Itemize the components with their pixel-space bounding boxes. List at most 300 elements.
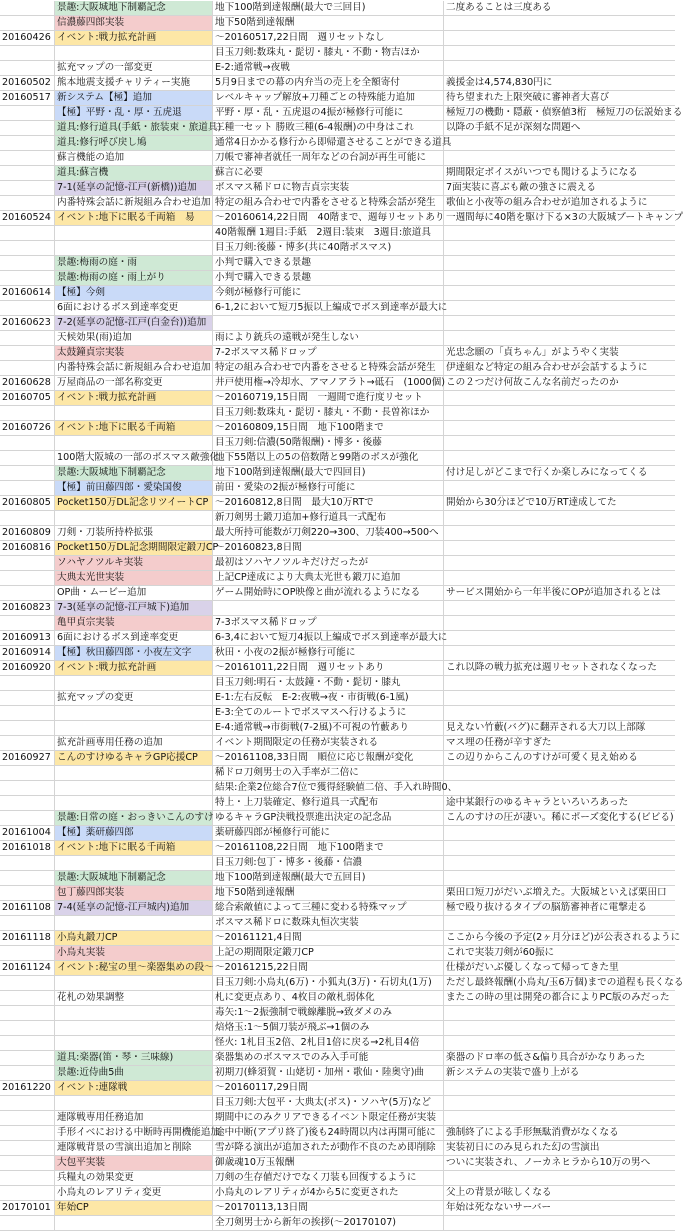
date-cell[interactable] [0,271,55,285]
note-cell[interactable] [444,616,675,630]
category-cell[interactable]: 景趣:大阪城地下制覇記念 [55,871,213,885]
detail-cell[interactable]: 〜20160812,8日間 最大10万RTで [213,496,444,510]
detail-cell[interactable]: 上記CP達成により大典太光世も鍛刀に追加 [213,571,444,585]
note-cell[interactable] [444,436,675,450]
note-cell[interactable]: 栗田口短刀がだいぶ増えた。大阪城といえば栗田口 [446,887,667,899]
date-cell[interactable] [0,1216,55,1230]
category-cell[interactable]: 景趣:梅雨の庭・雨 [55,256,213,270]
note-cell[interactable]: 待ち望まれた上限突破に審神者大喜び [446,92,610,104]
note-cell[interactable]: 義援金は4,574,830円に [446,77,553,89]
detail-cell[interactable]: 期間中にのみクリアできるイベント限定任務が実装 [213,1111,444,1125]
category-cell[interactable]: 拡充マップの一部変更 [55,61,213,75]
category-cell[interactable]: 連隊戦背景の雪演出追加と削除 [55,1141,213,1155]
detail-cell[interactable]: 〜20160117,29日間 [213,1081,444,1095]
detail-cell[interactable]: 薬研藤四郎が極修行可能に [213,826,444,840]
note-cell[interactable] [444,871,675,885]
category-cell[interactable]: イベント:戦力拡充計画 [55,391,213,405]
category-cell[interactable]: Pocket150万DL記念期間限定鍛刀CP [57,542,219,554]
date-cell[interactable] [0,1111,55,1125]
note-cell[interactable]: 極で殴り抜けるタイプの脳筋審神者に電撃走る [446,902,647,914]
note-cell[interactable]: 強制終了による手形無駄消費がなくなる [446,1127,619,1139]
note-cell[interactable] [444,1216,675,1230]
detail-cell[interactable]: 7-2ボスマス稀ドロップ [213,346,444,360]
category-cell[interactable]: 拡充計画専用任務の追加 [55,736,213,750]
detail-cell[interactable]: 途中中断(アプリ終了)後も24時間以内は再開可能に [213,1126,444,1140]
note-cell[interactable] [444,331,675,345]
detail-cell[interactable]: 6-3,4において短刀4振以上編成でボス到達率が最大に [215,632,448,644]
note-cell[interactable] [444,151,675,165]
category-cell[interactable]: 蘇言機能の追加 [55,151,213,165]
note-cell[interactable]: ここから今後の予定(2ヶ月分ほど)が公表されるように [446,932,681,944]
date-cell[interactable]: 20161108 [0,901,55,915]
date-cell[interactable]: 20160524 [0,211,55,225]
note-cell[interactable]: 年始は死なないサーバー [446,1202,552,1214]
detail-cell[interactable]: 焙烙玉:1〜5個刀装が飛ぶ→1個のみ [213,1021,444,1035]
note-cell[interactable]: 楽器のドロ率の低さ&偏り具合がかなりあった [446,1052,646,1064]
note-cell[interactable] [444,571,675,585]
category-cell[interactable]: 拡充マップの変更 [55,691,213,705]
date-cell[interactable] [0,121,55,135]
detail-cell[interactable]: 雨により銃兵の遠戦が発生しない [213,331,444,345]
detail-cell[interactable] [213,316,444,330]
category-cell[interactable]: 小烏丸実装 [55,946,213,960]
note-cell[interactable]: またこの時の里は開発の都合によりPC版のみだった [446,992,670,1004]
note-cell[interactable] [444,511,675,525]
category-cell[interactable]: 【極】前田藤四郎・愛染国俊 [55,481,213,495]
note-cell[interactable] [444,1036,675,1050]
note-cell[interactable] [444,1111,675,1125]
category-cell[interactable] [55,1006,213,1020]
category-cell[interactable] [55,916,213,930]
detail-cell[interactable]: イベント期間限定の任務が実装される [213,736,444,750]
date-cell[interactable] [0,1021,55,1035]
category-cell[interactable]: 連隊戦専用任務追加 [55,1111,213,1125]
date-cell[interactable] [0,691,55,705]
date-cell[interactable] [0,586,55,600]
date-cell[interactable] [0,811,55,825]
detail-cell[interactable]: 初期刀(蜂須賀・山姥切・加州・歌仙・陸奥守)曲 [213,1066,444,1080]
category-cell[interactable]: ソハヤノツルキ実装 [55,556,213,570]
date-cell[interactable] [0,1171,55,1185]
detail-cell[interactable]: 〜20161108,33日間 順位に応じ報酬が変化 [213,751,444,765]
date-cell[interactable]: 20160809 [0,526,55,540]
note-cell[interactable]: 新システムの実装で盛り上がる [446,1067,580,1079]
category-cell[interactable] [55,706,213,720]
note-cell[interactable]: 見えない竹藪(バグ)に翻弄される大刀以上部隊 [446,722,646,734]
note-cell[interactable]: 極短刀の機動・隠蔽・偵察値3桁 極短刀の伝説始まる [446,107,683,119]
note-cell[interactable]: 仕様がだいぶ優しくなって帰ってきた里 [446,962,619,974]
note-cell[interactable]: こんのすけの圧が凄い。稀にポーズ変化する(ビビる) [446,812,674,824]
category-cell[interactable] [55,856,213,870]
date-cell[interactable]: 20170101 [0,1201,55,1215]
detail-cell[interactable]: 〜20160517,22日間 週リセットなし [213,31,444,45]
note-cell[interactable] [444,631,675,645]
category-cell[interactable]: 【極】薬研藤四郎 [55,826,213,840]
date-cell[interactable] [0,781,55,795]
detail-cell[interactable]: 目玉刀剣:数珠丸・髭切・膝丸・不動・物吉ほか [213,46,444,60]
detail-cell[interactable]: ゆるキャラGP決戦投票進出決定の記念品 [213,811,444,825]
category-cell[interactable]: 兵糧丸の効果変更 [55,1171,213,1185]
detail-cell[interactable]: 小判で購入できる景趣 [213,271,444,285]
category-cell[interactable]: 太鼓鐘貞宗実装 [55,346,213,360]
category-cell[interactable]: 万屋商品の一部名称変更 [55,376,213,390]
detail-cell[interactable]: 特上・上刀装確定、修行道具一式配布 [213,796,444,810]
date-cell[interactable] [0,991,55,1005]
date-cell[interactable] [0,736,55,750]
detail-cell[interactable]: 結果:企業2位総合7位で獲得経験値二倍、手入れ時間0、 [215,782,458,794]
detail-cell[interactable]: 目玉刀剣:包丁・博多・後藤・信濃 [213,856,444,870]
category-cell[interactable]: 景趣:日常の庭・おっきいこんのすけ [57,812,214,824]
date-cell[interactable]: 20160628 [0,376,55,390]
note-cell[interactable] [444,31,675,45]
note-cell[interactable]: 実装初日にのみ見られた幻の雪演出 [446,1142,600,1154]
category-cell[interactable]: 100階大阪城の一部のボスマス敵強化 [57,452,220,464]
detail-cell[interactable]: 三種一セット 勝敗三種(6-4報酬)の中身はこれ [213,121,444,135]
detail-cell[interactable]: 新刀剣男士鍛刀追加+修行道具一式配布 [213,511,444,525]
date-cell[interactable] [0,1186,55,1200]
date-cell[interactable] [0,406,55,420]
category-cell[interactable]: イベント:秘宝の里〜楽器集めの段〜 [57,962,214,974]
date-cell[interactable]: 20160623 [0,316,55,330]
category-cell[interactable]: 景趣:梅雨の庭・雨上がり [55,271,213,285]
detail-cell[interactable]: ボスマス稀ドロに物吉貞宗実装 [213,181,444,195]
date-cell[interactable] [0,331,55,345]
date-cell[interactable] [0,106,55,120]
detail-cell[interactable]: 地下100階到達報酬(最大で四回目) [213,466,444,480]
detail-cell[interactable]: E-2:通常戦→夜戦 [213,61,444,75]
date-cell[interactable]: 20160517 [0,91,55,105]
date-cell[interactable] [0,571,55,585]
category-cell[interactable]: 【極】今剣 [55,286,213,300]
category-cell[interactable]: 6面におけるボス到達率変更 [55,631,213,645]
detail-cell[interactable]: 特定の組み合わせで内番をさせると特殊会話が発生 [213,196,444,210]
note-cell[interactable] [444,1081,675,1095]
note-cell[interactable] [444,856,675,870]
category-cell[interactable] [55,721,213,735]
note-cell[interactable]: 7面実装に喜ぶも敵の強さに震える [446,182,597,194]
detail-cell[interactable]: 目玉刀剣:小烏丸(6万)・小狐丸(3万)・石切丸(1万) [213,976,444,990]
detail-cell[interactable]: 5月9日までの幕の内弁当の売上を全額寄付 [213,76,444,90]
detail-cell[interactable]: 40階報酬 1週目:手紙 2週目:装束 3週目:旅道具 [213,226,444,240]
category-cell[interactable]: 道具:楽器(笛・琴・三味線) [55,1051,213,1065]
note-cell[interactable] [444,256,675,270]
date-cell[interactable]: 20160816 [0,541,55,555]
category-cell[interactable]: Pocket150万DL記念リツイートCP [55,496,213,510]
note-cell[interactable]: これ以降の戦力拡充は週リセットされなくなった [446,662,657,674]
date-cell[interactable] [0,181,55,195]
detail-cell[interactable]: 上記の期間限定鍛刀CP [213,946,444,960]
date-cell[interactable] [0,301,55,315]
date-cell[interactable] [0,1126,55,1140]
category-cell[interactable] [55,1096,213,1110]
category-cell[interactable]: イベント:地下に眠る千両箱 易 [55,211,213,225]
category-cell[interactable]: 年始CP [55,1201,213,1215]
date-cell[interactable] [0,796,55,810]
note-cell[interactable] [444,1171,675,1185]
detail-cell[interactable]: E-1:左右反転 E-2:夜戦→夜・市街戦(6-1風) [213,691,444,705]
note-cell[interactable]: 伊達組など特定の組み合わせが会話するように [446,362,648,374]
note-cell[interactable] [444,271,675,285]
note-cell[interactable] [444,316,675,330]
detail-cell[interactable] [213,601,444,615]
detail-cell[interactable]: 小判で購入できる景趣 [213,256,444,270]
date-cell[interactable]: 20160927 [0,751,55,765]
category-cell[interactable]: 天候効果(雨)追加 [55,331,213,345]
date-cell[interactable] [0,1036,55,1050]
detail-cell[interactable]: 全刀剣男士から新年の挨拶(〜20170107) [213,1216,444,1230]
date-cell[interactable] [0,1096,55,1110]
category-cell[interactable] [55,241,213,255]
date-cell[interactable] [0,451,55,465]
category-cell[interactable]: 7-1(延享の記憶-江戸(新橋))追加 [55,181,213,195]
detail-cell[interactable]: 平野・厚・乱・五虎退の4振が極修行可能に [213,106,444,120]
detail-cell[interactable]: 目玉刀剣:数珠丸・髭切・膝丸・不動・長曽祢ほか [213,406,444,420]
detail-cell[interactable]: 総合索敵値によって三種に変わる特殊マップ [213,901,444,915]
date-cell[interactable] [0,346,55,360]
category-cell[interactable]: 道具:修行呼び戻し鳩 [55,136,213,150]
detail-cell[interactable]: 最大所持可能数が刀剣220→300、刀装400→500へ [213,526,444,540]
date-cell[interactable] [0,241,55,255]
detail-cell[interactable]: 刀帳で審神者就任一周年などの台詞が再生可能に [213,151,444,165]
date-cell[interactable] [0,1051,55,1065]
category-cell[interactable] [55,976,213,990]
category-cell[interactable]: 包丁藤四郎実装 [55,886,213,900]
detail-cell[interactable]: 7-3ボスマス稀ドロップ [213,616,444,630]
category-cell[interactable]: 7-4(延享の記憶-江戸城内)追加 [55,901,213,915]
note-cell[interactable] [444,691,675,705]
date-cell[interactable]: 20161004 [0,826,55,840]
note-cell[interactable]: 光忠念願の「貞ちゃん」がようやく実装 [446,347,619,359]
detail-cell[interactable]: レベルキャップ解放+刀種ごとの特殊能力追加 [213,91,444,105]
date-cell[interactable]: 20160705 [0,391,55,405]
category-cell[interactable]: 小烏丸鍛刀CP [55,931,213,945]
category-cell[interactable]: 熊本地震支援チャリティー実施 [55,76,213,90]
category-cell[interactable]: OP曲・ムービー追加 [55,586,213,600]
note-cell[interactable] [444,406,675,420]
date-cell[interactable]: 20160502 [0,76,55,90]
date-cell[interactable] [0,976,55,990]
note-cell[interactable] [444,706,675,720]
category-cell[interactable]: 手形イベにおける中断時再開機能追加 [57,1127,221,1139]
note-cell[interactable]: 二度あることは三度ある [446,2,552,14]
category-cell[interactable]: 景趣:大阪城地下制覇記念 [55,466,213,480]
detail-cell[interactable]: 〜20160809,15日間 地下100階まで [213,421,444,435]
note-cell[interactable] [444,541,675,555]
note-cell[interactable] [444,16,675,30]
note-cell[interactable] [444,826,675,840]
category-cell[interactable]: 亀甲貞宗実装 [55,616,213,630]
date-cell[interactable] [0,706,55,720]
detail-cell[interactable]: 目玉刀剣:明石・太鼓鐘・不動・髭切・膝丸 [213,676,444,690]
detail-cell[interactable]: E-3:全てのルートでボスマスへ行けるように [213,706,444,720]
note-cell[interactable]: 期間限定ボイスがいつでも聞けるようになる [446,167,638,179]
detail-cell[interactable]: 楽器集めのボスマスでのみ入手可能 [213,1051,444,1065]
note-cell[interactable]: ただし最終報酬(小烏丸/玉6万個)までの道程も長くなる [446,977,683,989]
note-cell[interactable] [444,451,675,465]
detail-cell[interactable]: 雪が降る演出が追加されたが動作不良のため即削除 [213,1141,444,1155]
note-cell[interactable] [444,421,675,435]
note-cell[interactable] [444,481,675,495]
date-cell[interactable] [0,886,55,900]
category-cell[interactable] [55,406,213,420]
date-cell[interactable] [0,226,55,240]
date-cell[interactable] [0,616,55,630]
date-cell[interactable] [0,871,55,885]
detail-cell[interactable]: 目玉刀剣:後藤・博多(共に40階ボスマス) [213,241,444,255]
category-cell[interactable]: 花札の効果調整 [55,991,213,1005]
category-cell[interactable] [55,1036,213,1050]
detail-cell[interactable]: 小烏丸のレアリティが4から5に変更された [213,1186,444,1200]
category-cell[interactable] [55,226,213,240]
detail-cell[interactable]: 通常4日かかる修行から即帰還させることができる道具 [215,137,452,149]
category-cell[interactable] [55,676,213,690]
note-cell[interactable] [444,841,675,855]
detail-cell[interactable]: 〜20161108,22日間 地下100階まで [213,841,444,855]
note-cell[interactable]: マス埋の任務が辛すぎた [446,737,552,749]
note-cell[interactable] [444,1096,675,1110]
detail-cell[interactable]: 井戸使用権→冷却水、アマノアラト→砥石 (1000個) [215,377,445,389]
note-cell[interactable] [444,46,675,60]
date-cell[interactable] [0,481,55,495]
category-cell[interactable] [55,781,213,795]
date-cell[interactable] [0,136,55,150]
note-cell[interactable]: 一週間毎に40階を駆け下る×3の大阪城ブートキャンプ [446,212,683,224]
category-cell[interactable]: 小烏丸のレアリティ変更 [55,1186,213,1200]
detail-cell[interactable]: 〜20170113,13日間 [213,1201,444,1215]
category-cell[interactable]: こんのすけゆるキャラGP応援CP [55,751,213,765]
detail-cell[interactable]: 怪火: 1札目玉2倍、2札目1倍に戻る→2札目4倍 [213,1036,444,1050]
detail-cell[interactable]: 〜20160823,8日間 [213,541,444,555]
date-cell[interactable]: 20161118 [0,931,55,945]
date-cell[interactable] [0,721,55,735]
category-cell[interactable]: イベント:地下に眠る千両箱 [55,841,213,855]
date-cell[interactable]: 20160913 [0,631,55,645]
category-cell[interactable]: 7-3(延享の記憶-江戸城下)追加 [55,601,213,615]
detail-cell[interactable]: 地下100階到達報酬(最大で三回目) [213,1,444,15]
date-cell[interactable] [0,1,55,15]
note-cell[interactable] [444,781,675,795]
note-cell[interactable]: 歌仙と小夜等の組み合わせが追加されるように [446,197,648,209]
category-cell[interactable]: 内番特殊会話に新規組み合わせ追加 [55,196,213,210]
note-cell[interactable]: 途中某銀行のゆるキャラといろいろあった [446,797,629,809]
date-cell[interactable] [0,556,55,570]
category-cell[interactable]: 道具:蘇言機 [55,166,213,180]
category-cell[interactable]: 大典太光世実装 [55,571,213,585]
note-cell[interactable] [444,526,675,540]
category-cell[interactable] [55,1021,213,1035]
date-cell[interactable]: 20160805 [0,496,55,510]
date-cell[interactable] [0,766,55,780]
note-cell[interactable] [444,136,675,150]
category-cell[interactable]: 景趣:大阪城地下制覇記念 [55,1,213,15]
detail-cell[interactable]: 今剣が極修行可能に [213,286,444,300]
detail-cell[interactable]: 〜20160719,15日間 一週間で進行度リセット [213,391,444,405]
date-cell[interactable] [0,1006,55,1020]
date-cell[interactable]: 20160726 [0,421,55,435]
date-cell[interactable] [0,151,55,165]
note-cell[interactable]: 父上の背景が眩しくなる [446,1187,552,1199]
detail-cell[interactable]: 秋田・小夜の2振が極修行可能に [213,646,444,660]
date-cell[interactable] [0,361,55,375]
date-cell[interactable] [0,166,55,180]
date-cell[interactable] [0,676,55,690]
category-cell[interactable]: 景趣:近侍曲5曲 [55,1066,213,1080]
detail-cell[interactable]: 地下100階到達報酬(最大で五回目) [213,871,444,885]
category-cell[interactable]: イベント:連隊戦 [55,1081,213,1095]
category-cell[interactable]: 6面におけるボス到達率変更 [55,301,213,315]
date-cell[interactable] [0,856,55,870]
note-cell[interactable] [444,286,675,300]
date-cell[interactable] [0,16,55,30]
detail-cell[interactable]: 〜20161011,22日間 週リセットあり [213,661,444,675]
category-cell[interactable]: イベント:地下に眠る千両箱 [55,421,213,435]
detail-cell[interactable]: 最初はソハヤノツルキだけだったが [213,556,444,570]
note-cell[interactable] [444,556,675,570]
date-cell[interactable] [0,256,55,270]
detail-cell[interactable]: 地下55階以上の5の倍数階と99階のボスが強化 [213,451,444,465]
category-cell[interactable] [55,766,213,780]
date-cell[interactable]: 20160914 [0,646,55,660]
date-cell[interactable]: 20161124 [0,961,55,975]
detail-cell[interactable]: 稀ドロ刀剣男士の入手率が二倍に [213,766,444,780]
detail-cell[interactable]: ボスマス稀ドロに数珠丸恒次実装 [213,916,444,930]
note-cell[interactable]: この辺りからこんのすけが可愛く見え始める [446,752,638,764]
category-cell[interactable]: 【極】秋田藤四郎・小夜左文字 [55,646,213,660]
note-cell[interactable] [444,391,675,405]
note-cell[interactable]: 付け足しがどこまで行くか楽しみになってくる [446,467,648,479]
category-cell[interactable]: 刀剣・刀装所持枠拡張 [55,526,213,540]
category-cell[interactable] [55,436,213,450]
detail-cell[interactable]: 刀剣の生存値だけでなく刀装も回復するように [213,1171,444,1185]
detail-cell[interactable]: 目玉刀剣:信濃(50階報酬)・博多・後藤 [213,436,444,450]
note-cell[interactable] [444,241,675,255]
note-cell[interactable]: この２つだけ何故こんな名前だったのか [446,377,619,389]
date-cell[interactable]: 20160426 [0,31,55,45]
note-cell[interactable] [444,676,675,690]
date-cell[interactable] [0,946,55,960]
detail-cell[interactable]: 毒矢:1〜2振強制で戦線離脱→致ダメのみ [213,1006,444,1020]
date-cell[interactable] [0,61,55,75]
note-cell[interactable] [444,301,675,315]
date-cell[interactable]: 20160614 [0,286,55,300]
note-cell[interactable] [444,61,675,75]
note-cell[interactable] [444,1021,675,1035]
date-cell[interactable] [0,466,55,480]
category-cell[interactable]: 【極】平野・乱・厚・五虎退 [55,106,213,120]
detail-cell[interactable]: 前田・愛染の2振が極修行可能に [213,481,444,495]
date-cell[interactable]: 20160920 [0,661,55,675]
date-cell[interactable] [0,1141,55,1155]
detail-cell[interactable]: E-4:通常戦→市街戦(7-2風)不可視の竹藪あり [213,721,444,735]
date-cell[interactable]: 20160823 [0,601,55,615]
category-cell[interactable]: 信濃藤四郎実装 [55,16,213,30]
date-cell[interactable] [0,436,55,450]
detail-cell[interactable]: 地下50階到達報酬 [213,886,444,900]
detail-cell[interactable]: 札に変更点あり、4枚目の敵札弱体化 [213,991,444,1005]
note-cell[interactable]: 以降の手紙不足が深刻な問題へ [446,122,581,134]
category-cell[interactable]: イベント:戦力拡充計画 [55,661,213,675]
date-cell[interactable] [0,1156,55,1170]
category-cell[interactable]: 道具:修行道具(手紙・旅装束・旅道具) [57,122,222,134]
category-cell[interactable] [55,796,213,810]
date-cell[interactable]: 20161018 [0,841,55,855]
detail-cell[interactable]: 蘇言に必要 [213,166,444,180]
note-cell[interactable] [444,226,675,240]
category-cell[interactable] [55,1216,213,1230]
note-cell[interactable]: これで実装刀剣が60振に [446,947,555,959]
category-cell[interactable] [55,46,213,60]
note-cell[interactable]: ついに実装され、ノーカネヒラから10万の男へ [446,1157,651,1169]
